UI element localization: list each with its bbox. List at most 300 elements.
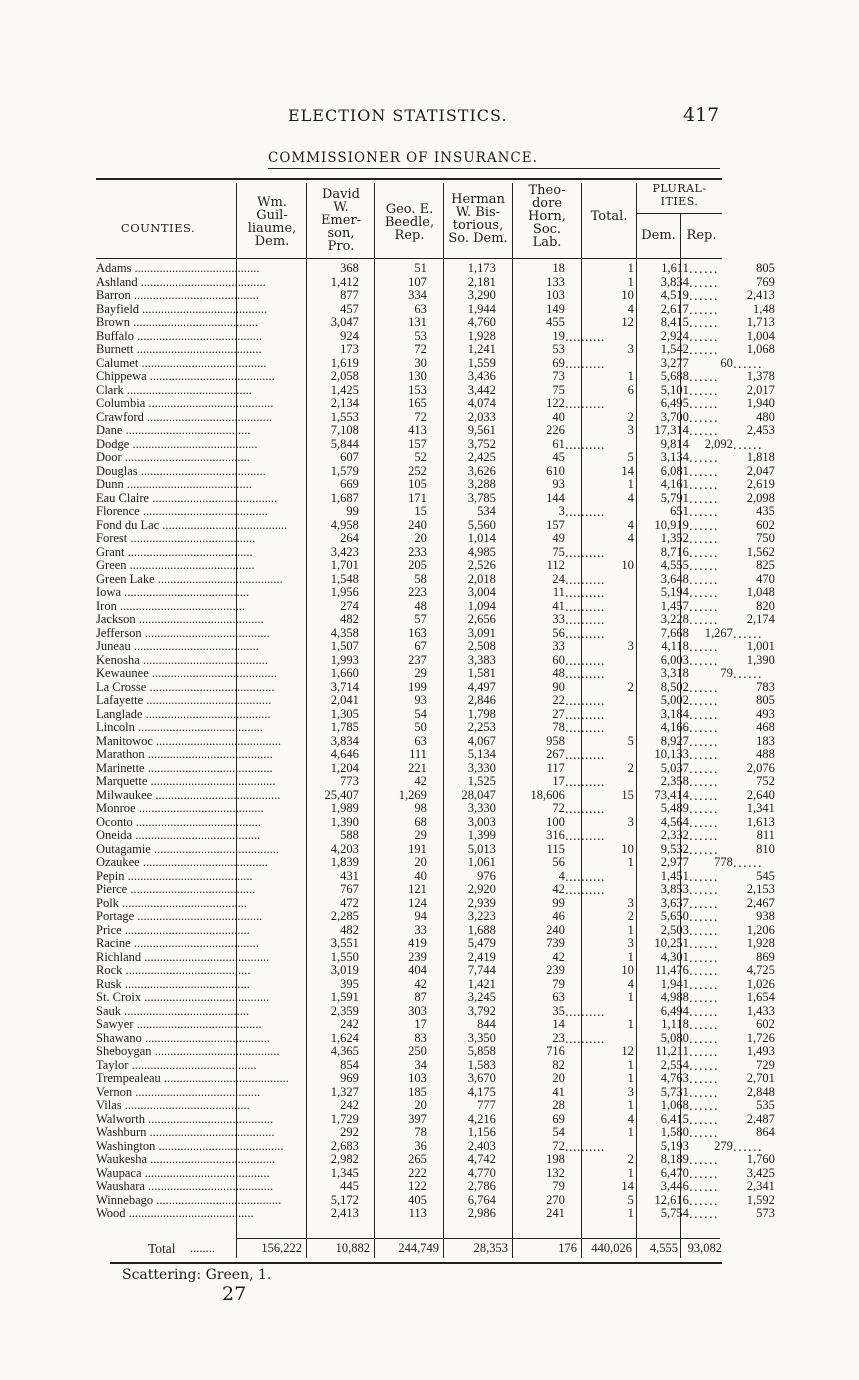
- cell-c5: 1: [627, 856, 634, 869]
- cell-c4: 93: [552, 478, 565, 491]
- cell-c1: 445: [340, 1180, 359, 1193]
- cell-c4: 61: [552, 437, 565, 451]
- cell-c2: 103: [408, 1072, 427, 1085]
- cell-c5: 1: [627, 370, 634, 383]
- cell-rep: 1,48: [753, 302, 775, 316]
- cell-c3: 2,846: [467, 694, 496, 707]
- cell-c1: 877: [340, 289, 359, 302]
- cell-c2: 78: [414, 1126, 427, 1139]
- cell-c3: 3,004: [467, 586, 496, 599]
- cell-total: 4,988: [660, 991, 689, 1004]
- table-row: [96, 1045, 775, 1059]
- cell-c3: 4,175: [467, 1085, 496, 1099]
- cell-rep: 435: [756, 505, 775, 518]
- cell-c1: 1,553: [330, 410, 359, 424]
- cell-c4: 133: [546, 275, 565, 289]
- header-col-beedle: Geo. E. Beedle, Rep.: [384, 202, 435, 243]
- cell-rep: 1,390: [746, 653, 775, 667]
- table-row: [96, 357, 775, 371]
- county-name: Wood ........................................: [96, 1207, 254, 1220]
- cell-c3: 5,134: [467, 748, 496, 761]
- cell-c1: 1,624: [330, 1031, 359, 1045]
- table-row: [96, 762, 775, 776]
- county-name: Vilas ........................................: [96, 1099, 250, 1112]
- cell-total: 2,617: [660, 302, 689, 316]
- cell-dem: 79: [720, 667, 733, 680]
- cell-rep: 1,760: [746, 1153, 775, 1166]
- table-row: [96, 775, 775, 789]
- cell-c5: 4: [627, 532, 634, 545]
- cell-rep: 488: [756, 748, 775, 761]
- cell-c1: 1,390: [330, 815, 359, 829]
- table-row: [96, 438, 775, 452]
- header-top-rule: [96, 178, 722, 180]
- cell-c1: 1,591: [330, 991, 359, 1004]
- cell-c1: 4,958: [330, 518, 359, 532]
- cell-c1: 1,687: [330, 491, 359, 505]
- cell-dem: 60: [720, 356, 733, 370]
- cell-c4: 33: [552, 640, 565, 653]
- cell-total: 1,451: [660, 869, 689, 883]
- cell-dem: ......: [688, 1045, 719, 1059]
- cell-c2: 15: [414, 505, 427, 518]
- county-name: Langlade ........................................: [96, 707, 271, 721]
- cell-c2: 53: [414, 329, 427, 343]
- county-name: Brown ........................................: [96, 316, 259, 329]
- county-name: Milwaukee ........................................: [96, 788, 281, 802]
- cell-c3: 5,013: [467, 842, 496, 856]
- cell-c1: 2,683: [330, 1139, 359, 1153]
- cell-c1: 607: [340, 451, 359, 464]
- header-bottom-rule: [96, 258, 722, 259]
- county-name: Oneida ........................................: [96, 829, 261, 842]
- cell-total: 4,564: [660, 815, 689, 829]
- cell-rep: 2,487: [746, 1112, 775, 1126]
- total-bistorious: 28,353: [473, 1241, 508, 1255]
- cell-rep: 2,017: [746, 383, 775, 397]
- county-name: Forest ........................................: [96, 532, 256, 545]
- cell-c2: 20: [414, 856, 427, 869]
- cell-c1: 4,365: [330, 1045, 359, 1058]
- cell-c4: 610: [546, 464, 565, 478]
- header-pluralities: PLURAL- ITIES.: [652, 182, 707, 208]
- cell-rep: 820: [756, 599, 775, 613]
- cell-c1: 7,108: [330, 424, 359, 437]
- cell-c2: 20: [414, 532, 427, 545]
- cell-c4: 3: [558, 505, 565, 518]
- cell-c5: 1: [627, 478, 634, 491]
- county-name: Oconto ........................................: [96, 815, 261, 829]
- table-row: [96, 411, 775, 425]
- cell-c1: 482: [340, 923, 359, 937]
- cell-rep: 535: [756, 1099, 775, 1112]
- cell-dem: ......: [688, 518, 719, 532]
- cell-rep: 2,453: [746, 424, 775, 437]
- cell-rep: 811: [756, 829, 775, 842]
- table-row: [96, 370, 775, 384]
- county-name: Buffalo ........................................: [96, 329, 263, 343]
- county-name: Dane ........................................: [96, 424, 251, 437]
- cell-dem: ......: [688, 1112, 719, 1126]
- cell-c3: 1,156: [467, 1126, 496, 1139]
- total-beedle: 244,749: [398, 1241, 439, 1255]
- cell-rep: 1,206: [746, 923, 775, 937]
- cell-total: 10,133: [654, 748, 689, 761]
- cell-c2: 42: [414, 977, 427, 991]
- cell-c3: 4,067: [467, 734, 496, 748]
- cell-c4: 41: [552, 1085, 565, 1099]
- pluralities-rule: [636, 213, 722, 214]
- cell-rep: 1,713: [746, 316, 775, 329]
- cell-c3: 3,350: [467, 1031, 496, 1045]
- table-row: [96, 586, 775, 600]
- total-top-rule: [236, 1238, 720, 1239]
- cell-c3: 777: [477, 1099, 496, 1112]
- cell-c5: 1: [627, 275, 634, 289]
- cell-rep: 2,467: [746, 896, 775, 910]
- cell-total: 5,650: [660, 910, 689, 923]
- county-name: Rusk ........................................: [96, 977, 250, 991]
- cell-dem: ......: [688, 329, 719, 343]
- cell-rep: 1,818: [746, 451, 775, 464]
- cell-c4: 122: [546, 397, 565, 410]
- cell-rep: 869: [756, 950, 775, 964]
- cell-c3: 2,425: [467, 451, 496, 464]
- county-name: Green Lake ........................................: [96, 572, 283, 586]
- table-row: [96, 316, 775, 330]
- cell-c3: 3,626: [467, 464, 496, 478]
- cell-total: 2,332: [660, 829, 689, 842]
- cell-dem: ......: [688, 748, 719, 762]
- cell-total: 3,446: [660, 1180, 689, 1193]
- cell-c2: 72: [414, 343, 427, 356]
- cell-c3: 2,920: [467, 883, 496, 896]
- cell-c1: 3,714: [330, 680, 359, 694]
- cell-c2: 404: [408, 964, 427, 977]
- table-row: [96, 573, 775, 587]
- cell-c1: 482: [340, 613, 359, 626]
- cell-dem: ......: [688, 275, 719, 289]
- cell-c3: 1,014: [467, 532, 496, 545]
- cell-total: 4,763: [660, 1072, 689, 1085]
- cell-c5: ..........: [564, 775, 605, 789]
- cell-c4: 23: [552, 1031, 565, 1045]
- cell-c1: 773: [340, 775, 359, 788]
- cell-c1: 173: [340, 343, 359, 356]
- cell-total: 4,161: [660, 478, 689, 491]
- county-name: Price ........................................: [96, 923, 250, 937]
- cell-c4: 455: [546, 316, 565, 329]
- cell-rep: ......: [732, 1139, 763, 1153]
- cell-c3: 4,074: [467, 397, 496, 410]
- cell-c5: ..........: [564, 545, 605, 559]
- header-plurality-dem: Dem.: [641, 228, 676, 243]
- cell-c3: 4,216: [467, 1112, 496, 1126]
- cell-c4: 99: [552, 896, 565, 910]
- cell-c4: 33: [552, 613, 565, 626]
- cell-c1: 3,423: [330, 545, 359, 559]
- cell-rep: 783: [756, 680, 775, 694]
- cell-c2: 131: [408, 316, 427, 329]
- cell-c1: 2,413: [330, 1207, 359, 1220]
- cell-dem: ......: [688, 640, 719, 654]
- cell-c2: 223: [408, 586, 427, 599]
- cell-total: 3,134: [660, 451, 689, 464]
- cell-dem: ......: [688, 680, 719, 694]
- cell-total: 5,754: [660, 1207, 689, 1220]
- cell-c3: 2,508: [467, 640, 496, 653]
- cell-dem: ......: [688, 694, 719, 708]
- cell-c5: 1: [627, 262, 634, 275]
- county-name: Sauk ........................................: [96, 1004, 250, 1018]
- table-row: [96, 613, 775, 627]
- cell-c5: ..........: [564, 883, 605, 897]
- table-row: [96, 546, 775, 560]
- cell-dem: ......: [688, 572, 719, 586]
- cell-c1: 99: [346, 505, 359, 518]
- cell-c3: 1,944: [467, 302, 496, 316]
- cell-total: 4,555: [660, 559, 689, 572]
- cell-c3: 2,018: [467, 572, 496, 586]
- cell-c5: 2: [627, 680, 634, 694]
- cell-dem: 2,092: [704, 437, 733, 451]
- cell-total: 73,414: [654, 788, 689, 802]
- table-row: [96, 1153, 775, 1167]
- table-body: [96, 262, 775, 1221]
- cell-total: 8,415: [660, 316, 689, 329]
- county-name: Iowa ........................................: [96, 586, 250, 599]
- cell-c2: 130: [408, 370, 427, 383]
- cell-c4: 716: [546, 1045, 565, 1058]
- county-name: Walworth ........................................: [96, 1112, 274, 1126]
- cell-c1: 1,701: [330, 559, 359, 572]
- cell-dem: ......: [688, 1126, 719, 1140]
- county-name: Burnett ........................................: [96, 343, 262, 356]
- cell-total: 17,314: [654, 424, 689, 437]
- cell-rep: 1,378: [746, 370, 775, 383]
- cell-total: 6,003: [660, 653, 689, 667]
- header-plurality-rep: Rep.: [686, 228, 717, 243]
- cell-c2: 250: [408, 1045, 427, 1058]
- cell-total: 12,616: [654, 1193, 689, 1207]
- cell-c4: 41: [552, 599, 565, 613]
- cell-c4: 27: [552, 707, 565, 721]
- cell-c3: 1,688: [467, 923, 496, 937]
- table-row: [96, 640, 775, 654]
- table-row: [96, 627, 775, 641]
- cell-c1: 457: [340, 302, 359, 316]
- cell-dem: ......: [688, 478, 719, 492]
- cell-c1: 274: [340, 599, 359, 613]
- county-name: Fond du Lac ........................................: [96, 518, 288, 532]
- county-name: Lincoln ........................................: [96, 721, 264, 734]
- cell-dem: ......: [688, 964, 719, 978]
- cell-c3: 2,419: [467, 950, 496, 964]
- cell-c3: 4,760: [467, 316, 496, 329]
- cell-total: 8,189: [660, 1153, 689, 1166]
- cell-c2: 252: [408, 464, 427, 478]
- cell-c2: 36: [414, 1139, 427, 1153]
- cell-c1: 5,172: [330, 1193, 359, 1207]
- cell-rep: 1,433: [746, 1004, 775, 1018]
- cell-c3: 4,497: [467, 680, 496, 694]
- county-name: Florence ........................................: [96, 505, 268, 518]
- cell-c4: 48: [552, 667, 565, 680]
- table-row: [96, 883, 775, 897]
- cell-c1: 4,358: [330, 626, 359, 640]
- table-row: [96, 1113, 775, 1127]
- cell-dem: ......: [688, 1207, 719, 1221]
- cell-dem: ......: [688, 383, 719, 397]
- cell-c5: 4: [627, 1112, 634, 1126]
- county-name: Trempealeau ........................................: [96, 1072, 289, 1085]
- county-name: Monroe ........................................: [96, 802, 264, 815]
- cell-c4: 117: [546, 761, 565, 775]
- cell-rep: 602: [756, 1018, 775, 1031]
- county-name: Sheboygan ........................................: [96, 1045, 280, 1058]
- table-subtitle: COMMISSIONER OF INSURANCE.: [268, 150, 538, 166]
- cell-rep: 810: [756, 842, 775, 856]
- cell-dem: ......: [688, 545, 719, 559]
- cell-rep: 2,701: [746, 1072, 775, 1085]
- cell-rep: 573: [756, 1207, 775, 1220]
- county-name: Winnebago ........................................: [96, 1193, 282, 1207]
- cell-total: 3,834: [660, 275, 689, 289]
- cell-rep: ......: [732, 356, 763, 370]
- cell-c2: 163: [408, 626, 427, 640]
- cell-c4: 75: [552, 383, 565, 397]
- cell-c2: 237: [408, 653, 427, 667]
- cell-c2: 48: [414, 599, 427, 613]
- county-name: Marquette ........................................: [96, 775, 276, 788]
- cell-rep: 493: [756, 707, 775, 721]
- county-name: Marathon ........................................: [96, 748, 273, 761]
- cell-dem: ......: [688, 1166, 719, 1180]
- table-row: [96, 559, 775, 573]
- cell-dem: ......: [688, 397, 719, 411]
- cell-dem: ......: [688, 721, 719, 735]
- cell-c2: 171: [408, 491, 427, 505]
- cell-total: 3,277: [660, 356, 689, 370]
- table-row: [96, 424, 775, 438]
- table-row: [96, 330, 775, 344]
- cell-total: 5,080: [660, 1031, 689, 1045]
- cell-dem: ......: [688, 1099, 719, 1113]
- cell-rep: ......: [732, 856, 763, 870]
- cell-total: 1,457: [660, 599, 689, 613]
- cell-dem: ......: [688, 559, 719, 573]
- cell-c5: 1: [627, 1018, 634, 1031]
- cell-c4: 144: [546, 491, 565, 505]
- cell-c4: 19: [552, 329, 565, 343]
- cell-c3: 9,561: [467, 424, 496, 437]
- cell-c1: 431: [340, 869, 359, 883]
- cell-rep: 2,098: [746, 491, 775, 505]
- cell-dem: ......: [688, 289, 719, 303]
- cell-dem: ......: [688, 316, 719, 330]
- cell-c2: 20: [414, 1099, 427, 1112]
- table-row: [96, 1180, 775, 1194]
- cell-c5: ..........: [564, 653, 605, 667]
- county-name: Richland ........................................: [96, 950, 270, 964]
- cell-dem: ......: [688, 1004, 719, 1018]
- cell-c5: 4: [627, 302, 634, 316]
- cell-c3: 3,752: [467, 437, 496, 451]
- cell-c3: 1,581: [467, 667, 496, 680]
- cell-c5: 3: [627, 815, 634, 829]
- cell-c1: 4,646: [330, 748, 359, 761]
- cell-dem: ......: [688, 1058, 719, 1072]
- cell-c2: 121: [408, 883, 427, 896]
- cell-c1: 1,204: [330, 761, 359, 775]
- cell-c5: ..........: [564, 599, 605, 613]
- cell-rep: 825: [756, 559, 775, 572]
- cell-c4: 4: [558, 869, 565, 883]
- cell-c3: 4,985: [467, 545, 496, 559]
- table-row: [96, 303, 775, 317]
- cell-dem: ......: [688, 613, 719, 627]
- table-row: [96, 897, 775, 911]
- cell-total: 1,068: [660, 1099, 689, 1112]
- county-name: St. Croix ........................................: [96, 991, 270, 1004]
- cell-c2: 153: [408, 383, 427, 397]
- county-name: Adams ........................................: [96, 262, 260, 275]
- table-row: [96, 505, 775, 519]
- cell-dem: 279: [714, 1139, 733, 1153]
- cell-dem: ......: [688, 464, 719, 478]
- cell-c4: 103: [546, 289, 565, 302]
- cell-c1: 1,425: [330, 383, 359, 397]
- cell-c3: 1,061: [467, 856, 496, 869]
- cell-c3: 2,939: [467, 896, 496, 910]
- cell-total: 6,495: [660, 397, 689, 410]
- signature-number: 27: [222, 1283, 247, 1305]
- cell-c4: 78: [552, 721, 565, 734]
- cell-total: 4,166: [660, 721, 689, 734]
- county-name: Columbia ........................................: [96, 397, 274, 410]
- cell-rep: 1,068: [746, 343, 775, 356]
- cell-rep: 769: [756, 275, 775, 289]
- cell-c3: 3,245: [467, 991, 496, 1004]
- cell-c3: 3,436: [467, 370, 496, 383]
- cell-rep: 468: [756, 721, 775, 734]
- table-row: [96, 951, 775, 965]
- cell-c1: 1,327: [330, 1085, 359, 1099]
- cell-c5: ..........: [564, 586, 605, 600]
- county-name: Dunn ........................................: [96, 478, 252, 491]
- cell-total: 5,193: [660, 1139, 689, 1153]
- table-row: [96, 694, 775, 708]
- cell-dem: ......: [688, 910, 719, 924]
- county-name: Eau Claire ........................................: [96, 491, 278, 505]
- cell-total: 2,503: [660, 923, 689, 937]
- cell-rep: 1,493: [746, 1045, 775, 1058]
- cell-c1: 1,579: [330, 464, 359, 478]
- cell-c2: 42: [414, 775, 427, 788]
- county-name: La Crosse ........................................: [96, 680, 275, 694]
- cell-c5: 3: [627, 424, 634, 437]
- cell-dem: ......: [688, 1018, 719, 1032]
- table-row: [96, 519, 775, 533]
- cell-dem: ......: [688, 302, 719, 316]
- cell-rep: 1,562: [746, 545, 775, 559]
- cell-total: 1,118: [661, 1018, 689, 1031]
- cell-rep: 3,425: [746, 1166, 775, 1180]
- table-row: [96, 343, 775, 357]
- total-bottom-rule: [110, 1262, 722, 1264]
- cell-dem: ......: [688, 370, 719, 384]
- cell-c4: 11: [552, 586, 565, 599]
